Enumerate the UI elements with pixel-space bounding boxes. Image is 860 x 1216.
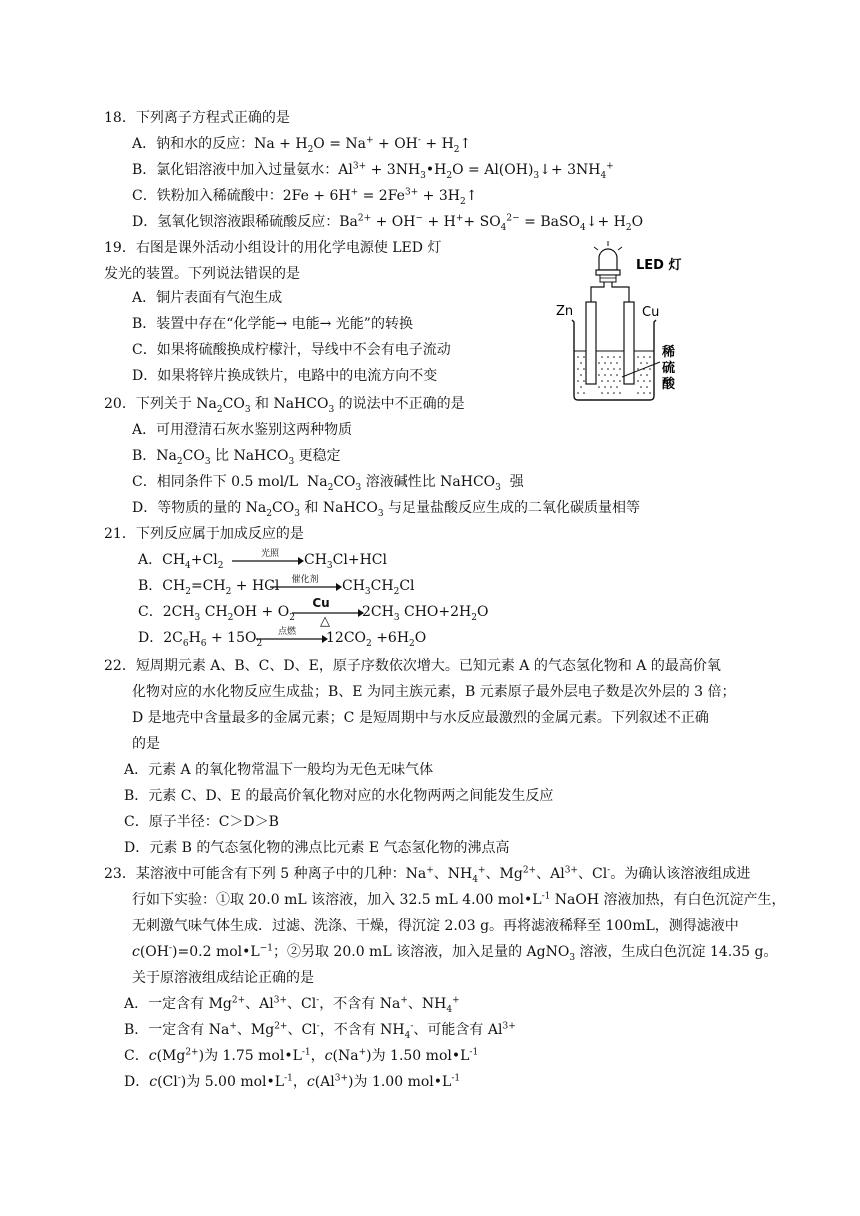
- cond-ignite: 点燃: [277, 627, 296, 637]
- cu-label: Cu: [642, 305, 660, 320]
- q21-option-a: A．$CH_4+Cl_2$: [138, 552, 224, 571]
- q23-option-b: B．一定含有 Na+、$Mg^{2+}$、Cl-，不含有 $NH_4^-$、可能含有 $Al^{3+}$: [124, 1021, 516, 1041]
- cond-cu: Cu: [312, 596, 330, 610]
- q20-option-b: B．$Na_2CO_3$ 比 NaHCO$_3$ 更稳定: [132, 448, 341, 467]
- q23-stem-line2: 行如下实验：①取 20.0 mL 该溶液，加入 32.5 mL 4.00 $mol•L^{-1}$ NaOH 溶液加热，有白色沉淀产生，: [132, 891, 786, 908]
- q23-option-c: C．$c(Mg^{2+})$为 1.75 $mol•L^{-1}$，c(Na+)为 1.50 $mol•L^{-1}$: [124, 1047, 479, 1064]
- q22-stem-line4: 的是: [132, 736, 160, 752]
- zn-label: Zn: [556, 304, 574, 319]
- q21-product-c: $2CH_3$ $CHO+2H_2O$: [362, 604, 489, 623]
- q20-stem: 20．下列关于 $Na_2CO_3$ 和 NaHCO$_3$ 的说法中不正确的是: [104, 396, 465, 415]
- q21-option-c: C．$2CH_3$ $CH_2OH + O_2$: [138, 604, 295, 623]
- led-bulb-icon: [594, 241, 622, 282]
- q23-stem-line4: c(OH-)=0.2 $mol•L^{-1}$；②另取 20.0 mL 该溶液，加入足量的 AgNO$_3$ 溶液，生成白色沉淀 14.35 g。: [132, 943, 778, 963]
- zinc-electrode: [586, 302, 596, 384]
- cond-catalyst: 催化剂: [291, 575, 319, 585]
- q18-stem: 18．下列离子方程式正确的是: [104, 110, 290, 126]
- acid-label-3: 酸: [662, 377, 676, 392]
- q20-option-c: C．相同条件下 0.5 mol/L $Na_2CO_3$ 溶液碱性比 NaHCO$_3$ 强: [132, 474, 524, 493]
- q18-option-d: D．氢氧化钡溶液跟稀硫酸反应：$Ba^{2+} + OH^- + H^++ SO_4^{2-}$ = BaSO$_4$↓+ $H_2O$: [132, 213, 644, 233]
- copper-electrode: [624, 302, 634, 384]
- q23-stem-line5: 关于原溶液组成结论正确的是: [132, 970, 314, 986]
- q18-option-c: C．铁粉加入稀硫酸中：$2Fe + 6H^+ = 2Fe^{3+}$ + $3H_2↑$: [132, 187, 478, 207]
- q23-option-d: D．c(Cl-)为 5.00 $mol•L^{-1}$，$c(Al^{3+})$为 1.00 $mol•L^{-1}$: [124, 1073, 461, 1090]
- q22-option-a: A．元素 A 的氧化物常温下一般均为无色无味气体: [124, 762, 434, 778]
- q19-option-a: A．铜片表面有气泡生成: [132, 290, 283, 306]
- q21-option-b: B．$CH_2=CH_2$ + HCl: [138, 578, 280, 597]
- q22-option-b: B．元素 C、D、E 的最高价氧化物对应的水化物两两之间能发生反应: [124, 788, 554, 804]
- q23-option-a: A．一定含有 $Mg^{2+}$、$Al^{3+}$、Cl-，不含有 Na+、$NH_4^+$: [124, 995, 460, 1015]
- q22-stem-line3: D 是地壳中含量最多的金属元素；C 是短周期中与水反应最激烈的金属元素。下列叙述不正确: [132, 710, 709, 726]
- q21-product-d: $12CO_2 +6H_2O$: [326, 630, 427, 649]
- q22-stem-line1: 22．短周期元素 A、B、C、D、E，原子序数依次增大。已知元素 A 的气态氢化物和 A 的最高价氧: [104, 658, 721, 674]
- q21-stem: 21．下列反应属于加成反应的是: [104, 526, 304, 542]
- q19-option-c: C．如果将硫酸换成柠檬汁，导线中不会有电子流动: [132, 342, 451, 358]
- galvanic-cell-figure: [550, 240, 710, 405]
- q18-option-b: B．氯化铝溶液中加入过量氨水：$Al^{3+}$ + $3NH_3•H_2O$ = $Al(OH)_3↓+ 3NH_4^+$: [132, 161, 614, 181]
- q22-stem-line2: 化物对应的水化物反应生成盐；B、E 为同主族元素，B 元素原子最外层电子数是次外层的 3 倍；: [132, 684, 736, 700]
- arrow-b-icon: [270, 582, 342, 592]
- q23-stem-line1: 23．某溶液中可能含有下列 5 种离子中的几种：Na+、$NH_4^+$、$Mg^{2+}$、$Al^{3+}$、Cl-。为确认该溶液组成进: [104, 865, 751, 885]
- arrow-a-icon: [232, 556, 304, 566]
- q21-product-a: $CH_3Cl+HCl$: [304, 552, 387, 571]
- q22-option-d: D．元素 B 的气态氢化物的沸点比元素 E 气态氢化物的沸点高: [124, 840, 510, 856]
- q20-option-d: D．等物质的量的 $Na_2CO_3$ 和 NaHCO$_3$ 与足量盐酸反应生成的二氧化碳质量相等: [132, 500, 641, 519]
- q19-option-d: D．如果将锌片换成铁片，电路中的电流方向不变: [132, 368, 438, 384]
- q21-product-b: $CH_3CH_2Cl$: [342, 578, 415, 597]
- q19-stem-line2: 发光的装置。下列说法错误的是: [104, 266, 300, 282]
- acid-label-1: 稀: [662, 345, 676, 360]
- arrow-d-icon: [256, 634, 328, 644]
- q19-stem-line1: 19．右图是课外活动小组设计的用化学电源使 LED 灯: [104, 240, 442, 256]
- q20-option-a: A．可用澄清石灰水鉴别这两种物质: [132, 422, 353, 438]
- cond-heat: △: [320, 614, 330, 629]
- q23-stem-line3: 无刺激气味气体生成．过滤、洗涤、干燥，得沉淀 2.03 g。再将滤液稀释至 100mL，测得滤液中: [132, 918, 739, 934]
- cond-light: 光照: [260, 549, 279, 559]
- acid-label-2: 硫: [662, 361, 676, 376]
- q22-option-c: C．原子半径：C＞D＞B: [124, 814, 279, 830]
- q18-option-a: A．钠和水的反应：$Na + H_2O = Na^+ + OH^-$ + $H_2↑$: [132, 135, 472, 155]
- q19-option-b: B．装置中存在“化学能→ 电能→ 光能”的转换: [132, 316, 413, 332]
- q21-option-d: D．$2C_6H_6 + 15O_2$: [138, 630, 263, 649]
- led-label: LED 灯: [636, 258, 682, 273]
